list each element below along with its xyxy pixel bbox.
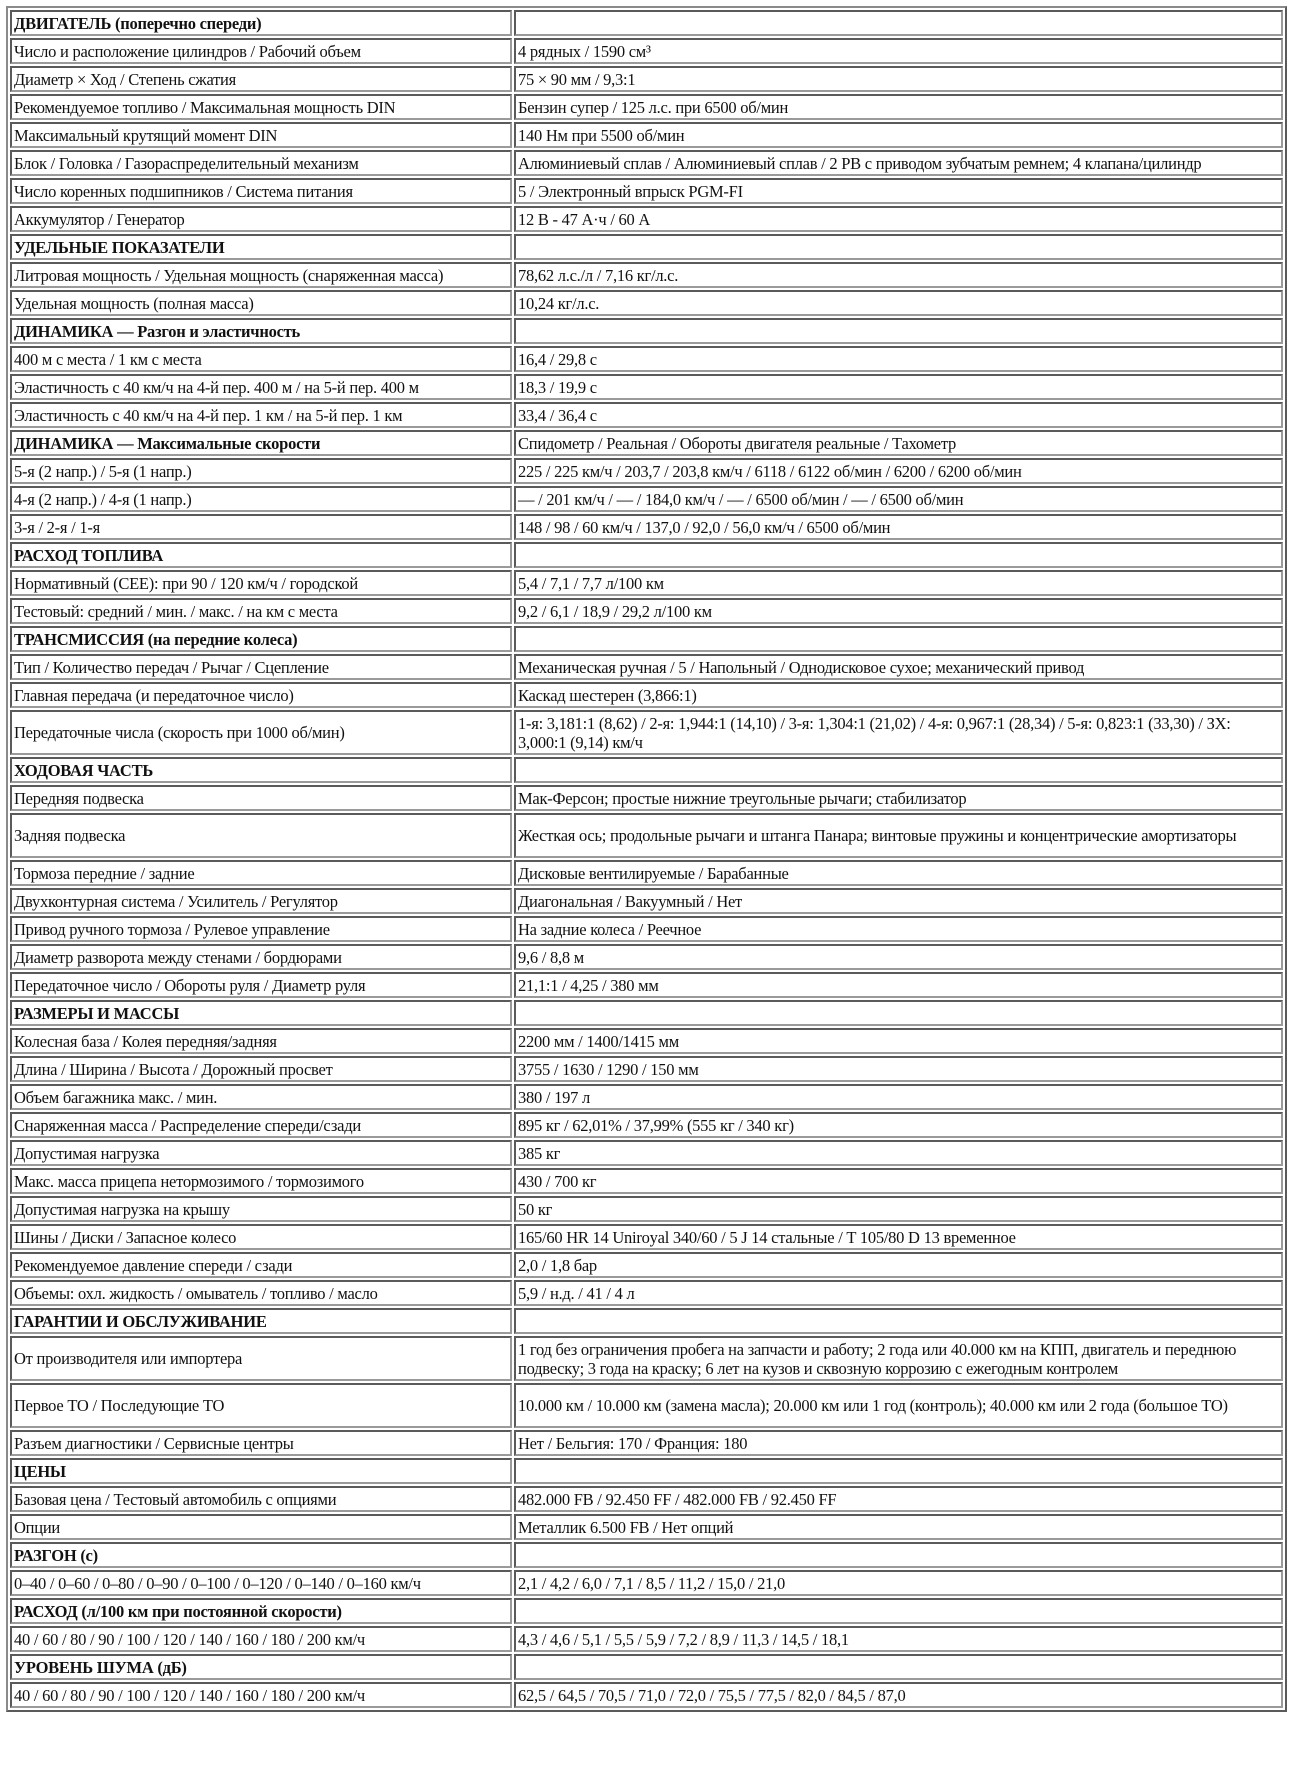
section-header-row <box>10 626 1283 652</box>
table-row <box>10 1682 1283 1708</box>
spec-value-cell: 9,2 / 6,1 / 18,9 / 29,2 л/100 км <box>514 598 1283 624</box>
section-header-row <box>10 318 1283 344</box>
spec-value-cell: 12 В - 47 А·ч / 60 А <box>514 206 1283 232</box>
spec-label-cell: Тестовый: средний / мин. / макс. / на км с места <box>10 598 512 624</box>
spec-value-cell: 50 кг <box>514 1196 1283 1222</box>
section-value-cell <box>514 757 1283 783</box>
section-value-cell <box>514 1598 1283 1624</box>
spec-label-cell: Первое ТО / Последующие ТО <box>10 1383 512 1428</box>
section-title: ХОДОВАЯ ЧАСТЬ <box>10 757 512 783</box>
table-row <box>10 654 1283 680</box>
section-header-row <box>10 10 1283 36</box>
spec-value-cell: 16,4 / 29,8 с <box>514 346 1283 372</box>
table-row <box>10 122 1283 148</box>
spec-value-cell: 2,1 / 4,2 / 6,0 / 7,1 / 8,5 / 11,2 / 15,0 / 21,0 <box>514 1570 1283 1596</box>
section-value-cell <box>514 626 1283 652</box>
spec-value-cell: Диагональная / Вакуумный / Нет <box>514 888 1283 914</box>
section-header-row <box>10 757 1283 783</box>
spec-label-cell: Передаточные числа (скорость при 1000 об/мин) <box>10 710 512 755</box>
table-row <box>10 916 1283 942</box>
specifications-table-body <box>10 10 1283 1708</box>
spec-value-cell: Алюминиевый сплав / Алюминиевый сплав / 2 РВ с приводом зубчатым ремнем; 4 клапана/цилиндр <box>514 150 1283 176</box>
section-header-row <box>10 1598 1283 1624</box>
spec-value-cell: 1-я: 3,181:1 (8,62) / 2-я: 1,944:1 (14,10) / 3-я: 1,304:1 (21,02) / 4-я: 0,967:1 (28,34) / 5-я: 0,823:1 (33,30) / ЗХ: 3,000:1 (9,14) км/ч <box>514 710 1283 755</box>
spec-label-cell: 400 м с места / 1 км с места <box>10 346 512 372</box>
section-title: РАСХОД (л/100 км при постоянной скорости) <box>10 1598 512 1624</box>
section-title: УДЕЛЬНЫЕ ПОКАЗАТЕЛИ <box>10 234 512 260</box>
spec-label-cell: Задняя подвеска <box>10 813 512 858</box>
spec-label-cell: Диаметр разворота между стенами / бордюрами <box>10 944 512 970</box>
spec-label-cell: Передаточное число / Обороты руля / Диаметр руля <box>10 972 512 998</box>
spec-value-cell: 3755 / 1630 / 1290 / 150 мм <box>514 1056 1283 1082</box>
spec-label-cell: Диаметр × Ход / Степень сжатия <box>10 66 512 92</box>
table-row <box>10 1430 1283 1456</box>
spec-value-cell: 2200 мм / 1400/1415 мм <box>514 1028 1283 1054</box>
spec-value-cell: 21,1:1 / 4,25 / 380 мм <box>514 972 1283 998</box>
section-title: УРОВЕНЬ ШУМА (дБ) <box>10 1654 512 1680</box>
table-row <box>10 374 1283 400</box>
table-row <box>10 486 1283 512</box>
table-row <box>10 458 1283 484</box>
spec-value-cell: Дисковые вентилируемые / Барабанные <box>514 860 1283 886</box>
spec-value-cell: 1 год без ограничения пробега на запчасти и работу; 2 года или 40.000 км на КПП, двигатель и переднюю подвеску; 3 года на краску; 6 лет на кузов и сквозную коррозию с ежегодным контролем <box>514 1336 1283 1381</box>
spec-value-cell: 10,24 кг/л.с. <box>514 290 1283 316</box>
table-row <box>10 813 1283 858</box>
spec-label-cell: Эластичность с 40 км/ч на 4-й пер. 400 м / на 5-й пер. 400 м <box>10 374 512 400</box>
table-row <box>10 150 1283 176</box>
spec-value-cell: 385 кг <box>514 1140 1283 1166</box>
table-row <box>10 785 1283 811</box>
spec-value-cell: 4,3 / 4,6 / 5,1 / 5,5 / 5,9 / 7,2 / 8,9 / 11,3 / 14,5 / 18,1 <box>514 1626 1283 1652</box>
spec-label-cell: Тормоза передние / задние <box>10 860 512 886</box>
section-value-cell <box>514 1000 1283 1026</box>
section-header-row <box>10 234 1283 260</box>
spec-value-cell: 140 Нм при 5500 об/мин <box>514 122 1283 148</box>
spec-value-cell: 62,5 / 64,5 / 70,5 / 71,0 / 72,0 / 75,5 / 77,5 / 82,0 / 84,5 / 87,0 <box>514 1682 1283 1708</box>
spec-value-cell: 5 / Электронный впрыск PGM-FI <box>514 178 1283 204</box>
table-row <box>10 598 1283 624</box>
table-row <box>10 38 1283 64</box>
spec-value-cell: Механическая ручная / 5 / Напольный / Однодисковое сухое; механический привод <box>514 654 1283 680</box>
table-row <box>10 206 1283 232</box>
table-row <box>10 860 1283 886</box>
spec-label-cell: Колесная база / Колея передняя/задняя <box>10 1028 512 1054</box>
table-row <box>10 262 1283 288</box>
section-header-row <box>10 1542 1283 1568</box>
spec-label-cell: Базовая цена / Тестовый автомобиль с опциями <box>10 1486 512 1512</box>
section-header-row <box>10 1000 1283 1026</box>
table-row <box>10 1336 1283 1381</box>
table-row <box>10 94 1283 120</box>
spec-value-cell: Нет / Бельгия: 170 / Франция: 180 <box>514 1430 1283 1456</box>
section-title: ГАРАНТИИ И ОБСЛУЖИВАНИЕ <box>10 1308 512 1334</box>
section-value-cell <box>514 234 1283 260</box>
spec-label-cell: От производителя или импортера <box>10 1336 512 1381</box>
spec-label-cell: Двухконтурная система / Усилитель / Регулятор <box>10 888 512 914</box>
section-value-cell: Спидометр / Реальная / Обороты двигателя реальные / Тахометр <box>514 430 1283 456</box>
spec-label-cell: Опции <box>10 1514 512 1540</box>
spec-label-cell: Аккумулятор / Генератор <box>10 206 512 232</box>
table-row <box>10 1626 1283 1652</box>
spec-label-cell: 0–40 / 0–60 / 0–80 / 0–90 / 0–100 / 0–120 / 0–140 / 0–160 км/ч <box>10 1570 512 1596</box>
spec-value-cell: 10.000 км / 10.000 км (замена масла); 20.000 км или 1 год (контроль); 40.000 км или 2 года (большое ТО) <box>514 1383 1283 1428</box>
spec-value-cell: — / 201 км/ч / — / 184,0 км/ч / — / 6500 об/мин / — / 6500 об/мин <box>514 486 1283 512</box>
spec-label-cell: Эластичность с 40 км/ч на 4-й пер. 1 км / на 5-й пер. 1 км <box>10 402 512 428</box>
section-title: ДВИГАТЕЛЬ (поперечно спереди) <box>10 10 512 36</box>
spec-value-cell: 430 / 700 кг <box>514 1168 1283 1194</box>
table-row <box>10 710 1283 755</box>
table-row <box>10 1056 1283 1082</box>
spec-value-cell: 9,6 / 8,8 м <box>514 944 1283 970</box>
table-row <box>10 1168 1283 1194</box>
spec-label-cell: Удельная мощность (полная масса) <box>10 290 512 316</box>
spec-value-cell: 2,0 / 1,8 бар <box>514 1252 1283 1278</box>
table-row <box>10 1028 1283 1054</box>
section-header-row <box>10 542 1283 568</box>
spec-label-cell: Максимальный крутящий момент DIN <box>10 122 512 148</box>
spec-label-cell: Шины / Диски / Запасное колесо <box>10 1224 512 1250</box>
table-row <box>10 1252 1283 1278</box>
spec-label-cell: Передняя подвеска <box>10 785 512 811</box>
spec-label-cell: Привод ручного тормоза / Рулевое управление <box>10 916 512 942</box>
spec-label-cell: Объемы: охл. жидкость / омыватель / топливо / масло <box>10 1280 512 1306</box>
spec-label-cell: 5-я (2 напр.) / 5-я (1 напр.) <box>10 458 512 484</box>
table-row <box>10 888 1283 914</box>
spec-value-cell: Каскад шестерен (3,866:1) <box>514 682 1283 708</box>
table-row <box>10 1486 1283 1512</box>
section-value-cell <box>514 1654 1283 1680</box>
spec-label-cell: Макс. масса прицепа нетормозимого / тормозимого <box>10 1168 512 1194</box>
table-row <box>10 346 1283 372</box>
spec-value-cell: 5,4 / 7,1 / 7,7 л/100 км <box>514 570 1283 596</box>
spec-label-cell: 40 / 60 / 80 / 90 / 100 / 120 / 140 / 160 / 180 / 200 км/ч <box>10 1626 512 1652</box>
section-value-cell <box>514 542 1283 568</box>
spec-label-cell: 3-я / 2-я / 1-я <box>10 514 512 540</box>
spec-label-cell: Литровая мощность / Удельная мощность (снаряженная масса) <box>10 262 512 288</box>
table-row <box>10 1140 1283 1166</box>
table-row <box>10 1570 1283 1596</box>
spec-label-cell: Рекомендуемое давление спереди / сзади <box>10 1252 512 1278</box>
section-value-cell <box>514 1308 1283 1334</box>
spec-value-cell: 75 × 90 мм / 9,3:1 <box>514 66 1283 92</box>
section-title: ДИНАМИКА — Разгон и эластичность <box>10 318 512 344</box>
spec-label-cell: 4-я (2 напр.) / 4-я (1 напр.) <box>10 486 512 512</box>
spec-label-cell: Число коренных подшипников / Система питания <box>10 178 512 204</box>
section-title: ЦЕНЫ <box>10 1458 512 1484</box>
table-row <box>10 944 1283 970</box>
table-row <box>10 1224 1283 1250</box>
table-row <box>10 570 1283 596</box>
spec-value-cell: Жесткая ось; продольные рычаги и штанга Панара; винтовые пружины и концентрические амортизаторы <box>514 813 1283 858</box>
spec-label-cell: Нормативный (CEE): при 90 / 120 км/ч / городской <box>10 570 512 596</box>
spec-label-cell: Допустимая нагрузка на крышу <box>10 1196 512 1222</box>
spec-value-cell: 33,4 / 36,4 с <box>514 402 1283 428</box>
section-title: ТРАНСМИССИЯ (на передние колеса) <box>10 626 512 652</box>
table-row <box>10 1084 1283 1110</box>
table-row <box>10 1280 1283 1306</box>
table-row <box>10 178 1283 204</box>
spec-value-cell: 4 рядных / 1590 см³ <box>514 38 1283 64</box>
section-value-cell <box>514 10 1283 36</box>
spec-value-cell: 482.000 FB / 92.450 FF / 482.000 FB / 92.450 FF <box>514 1486 1283 1512</box>
spec-value-cell: 148 / 98 / 60 км/ч / 137,0 / 92,0 / 56,0 км/ч / 6500 об/мин <box>514 514 1283 540</box>
section-title: ДИНАМИКА — Максимальные скорости <box>10 430 512 456</box>
spec-label-cell: Рекомендуемое топливо / Максимальная мощность DIN <box>10 94 512 120</box>
spec-value-cell: 895 кг / 62,01% / 37,99% (555 кг / 340 кг) <box>514 1112 1283 1138</box>
table-row <box>10 1112 1283 1138</box>
spec-value-cell: 18,3 / 19,9 с <box>514 374 1283 400</box>
spec-label-cell: Число и расположение цилиндров / Рабочий объем <box>10 38 512 64</box>
table-row <box>10 402 1283 428</box>
spec-value-cell: Бензин супер / 125 л.с. при 6500 об/мин <box>514 94 1283 120</box>
spec-value-cell: Металлик 6.500 FB / Нет опций <box>514 1514 1283 1540</box>
section-title: РАЗМЕРЫ И МАССЫ <box>10 1000 512 1026</box>
section-header-row <box>10 430 1283 456</box>
spec-label-cell: Разъем диагностики / Сервисные центры <box>10 1430 512 1456</box>
spec-value-cell: 225 / 225 км/ч / 203,7 / 203,8 км/ч / 6118 / 6122 об/мин / 6200 / 6200 об/мин <box>514 458 1283 484</box>
section-value-cell <box>514 1458 1283 1484</box>
spec-label-cell: Допустимая нагрузка <box>10 1140 512 1166</box>
section-value-cell <box>514 1542 1283 1568</box>
section-header-row <box>10 1308 1283 1334</box>
table-row <box>10 290 1283 316</box>
spec-label-cell: Тип / Количество передач / Рычаг / Сцепление <box>10 654 512 680</box>
section-header-row <box>10 1654 1283 1680</box>
table-row <box>10 1514 1283 1540</box>
spec-label-cell: Главная передача (и передаточное число) <box>10 682 512 708</box>
table-row <box>10 514 1283 540</box>
table-row <box>10 1383 1283 1428</box>
section-title: РАСХОД ТОПЛИВА <box>10 542 512 568</box>
spec-value-cell: Мак-Ферсон; простые нижние треугольные рычаги; стабилизатор <box>514 785 1283 811</box>
spec-value-cell: На задние колеса / Реечное <box>514 916 1283 942</box>
spec-value-cell: 78,62 л.с./л / 7,16 кг/л.с. <box>514 262 1283 288</box>
specifications-table <box>6 6 1287 1712</box>
spec-label-cell: 40 / 60 / 80 / 90 / 100 / 120 / 140 / 160 / 180 / 200 км/ч <box>10 1682 512 1708</box>
spec-label-cell: Длина / Ширина / Высота / Дорожный просвет <box>10 1056 512 1082</box>
spec-value-cell: 5,9 / н.д. / 41 / 4 л <box>514 1280 1283 1306</box>
spec-value-cell: 380 / 197 л <box>514 1084 1283 1110</box>
spec-label-cell: Снаряженная масса / Распределение спереди/сзади <box>10 1112 512 1138</box>
table-row <box>10 66 1283 92</box>
section-title: РАЗГОН (с) <box>10 1542 512 1568</box>
spec-label-cell: Объем багажника макс. / мин. <box>10 1084 512 1110</box>
spec-label-cell: Блок / Головка / Газораспределительный механизм <box>10 150 512 176</box>
section-header-row <box>10 1458 1283 1484</box>
spec-value-cell: 165/60 HR 14 Uniroyal 340/60 / 5 J 14 стальные / T 105/80 D 13 временное <box>514 1224 1283 1250</box>
table-row <box>10 1196 1283 1222</box>
section-value-cell <box>514 318 1283 344</box>
table-row <box>10 682 1283 708</box>
table-row <box>10 972 1283 998</box>
